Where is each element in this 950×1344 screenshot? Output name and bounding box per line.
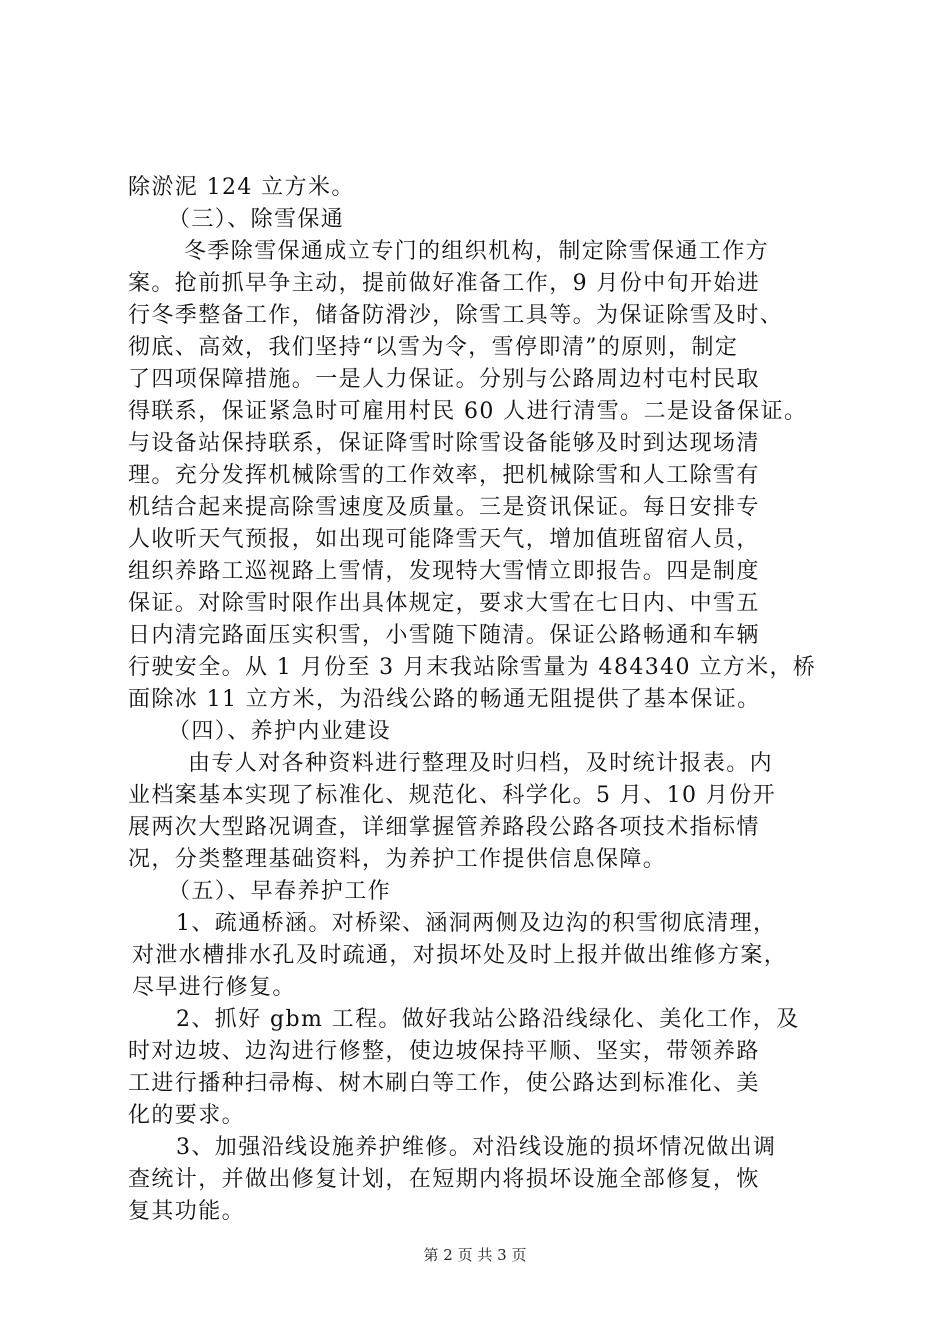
text-line: 工进行播种扫帚梅、树木刷白等工作，使公路达到标准化、美 xyxy=(128,1071,760,1096)
text-line: 2、抓好 gbm 工程。做好我站公路沿线绿化、美化工作，及 xyxy=(176,1007,800,1032)
text-line: 日内清完路面压实积雪，小雪随下随清。保证公路畅通和车辆 xyxy=(128,623,760,648)
text-line: 尽早进行修复。 xyxy=(132,975,296,1000)
text-line: 查统计，并做出修复计划，在短期内将损坏设施全部修复，恢 xyxy=(128,1167,760,1192)
text-line: （三）、除雪保通 xyxy=(168,207,345,232)
text-line: 组织养路工巡视路上雪情，发现特大雪情立即报告。四是制度 xyxy=(128,559,760,584)
text-line: 业档案基本实现了标准化、规范化、科学化。5 月、10 月份开 xyxy=(128,783,776,808)
text-line: 案。抢前抓早争主动，提前做好准备工作，9 月份中旬开始进 xyxy=(128,271,761,296)
text-line: 面除冰 11 立方米，为沿线公路的畅通无阻提供了基本保证。 xyxy=(128,687,761,712)
text-line: 与设备站保持联系，保证降雪时除雪设备能够及时到达现场清 xyxy=(128,431,760,456)
text-line: 彻底、高效，我们坚持“以雪为令，雪停即清”的原则，制定 xyxy=(128,335,739,360)
text-line: 理。充分发挥机械除雪的工作效率，把机械除雪和人工除雪有 xyxy=(128,463,760,488)
text-line: 行冬季整备工作，储备防滑沙，除雪工具等。为保证除雪及时、 xyxy=(128,303,784,328)
text-line: 除淤泥 124 立方米。 xyxy=(128,175,355,200)
text-line: 3、加强沿线设施养护维修。对沿线设施的损坏情况做出调 xyxy=(176,1135,777,1160)
text-line: 化的要求。 xyxy=(128,1103,246,1128)
text-line: 机结合起来提高除雪速度及质量。三是资讯保证。每日安排专 xyxy=(128,495,760,520)
text-line: （五）、早春养护工作 xyxy=(168,879,392,904)
text-line: 1、疏通桥涵。对桥梁、涵洞两侧及边沟的积雪彻底清理， xyxy=(176,911,777,936)
text-line: 行驶安全。从 1 月份至 3 月末我站除雪量为 484340 立方米，桥 xyxy=(128,655,817,680)
document-body xyxy=(128,172,828,1228)
text-line: 复其功能。 xyxy=(128,1199,246,1224)
text-line: 得联系，保证紧急时可雇用村民 60 人进行清雪。二是设备保证。 xyxy=(128,399,808,424)
text-line: 人收听天气预报，如出现可能降雪天气，增加值班留宿人员， xyxy=(128,527,760,552)
text-line: 由专人对各种资料进行整理及时归档，及时统计报表。内 xyxy=(188,751,774,776)
text-line: 对泄水槽排水孔及时疏通，对损坏处及时上报并做出维修方案， xyxy=(132,943,788,968)
text-line: 了四项保障措施。一是人力保证。分别与公路周边村屯村民取 xyxy=(128,367,760,392)
text-line: 况，分类整理基础资料，为养护工作提供信息保障。 xyxy=(128,847,667,872)
text-line: 展两次大型路况调查，详细掌握管养路段公路各项技术指标情 xyxy=(128,815,760,840)
text-line: 时对边坡、边沟进行修整，使边坡保持平顺、坚实，带领养路 xyxy=(128,1039,760,1064)
text-line: 冬季除雪保通成立专门的组织机构，制定除雪保通工作方 xyxy=(184,239,770,264)
page-footer: 第 2 页 共 3 页 xyxy=(423,1246,527,1264)
text-line: （四）、养护内业建设 xyxy=(168,719,392,744)
text-line: 保证。对除雪时限作出具体规定，要求大雪在七日内、中雪五 xyxy=(128,591,760,616)
